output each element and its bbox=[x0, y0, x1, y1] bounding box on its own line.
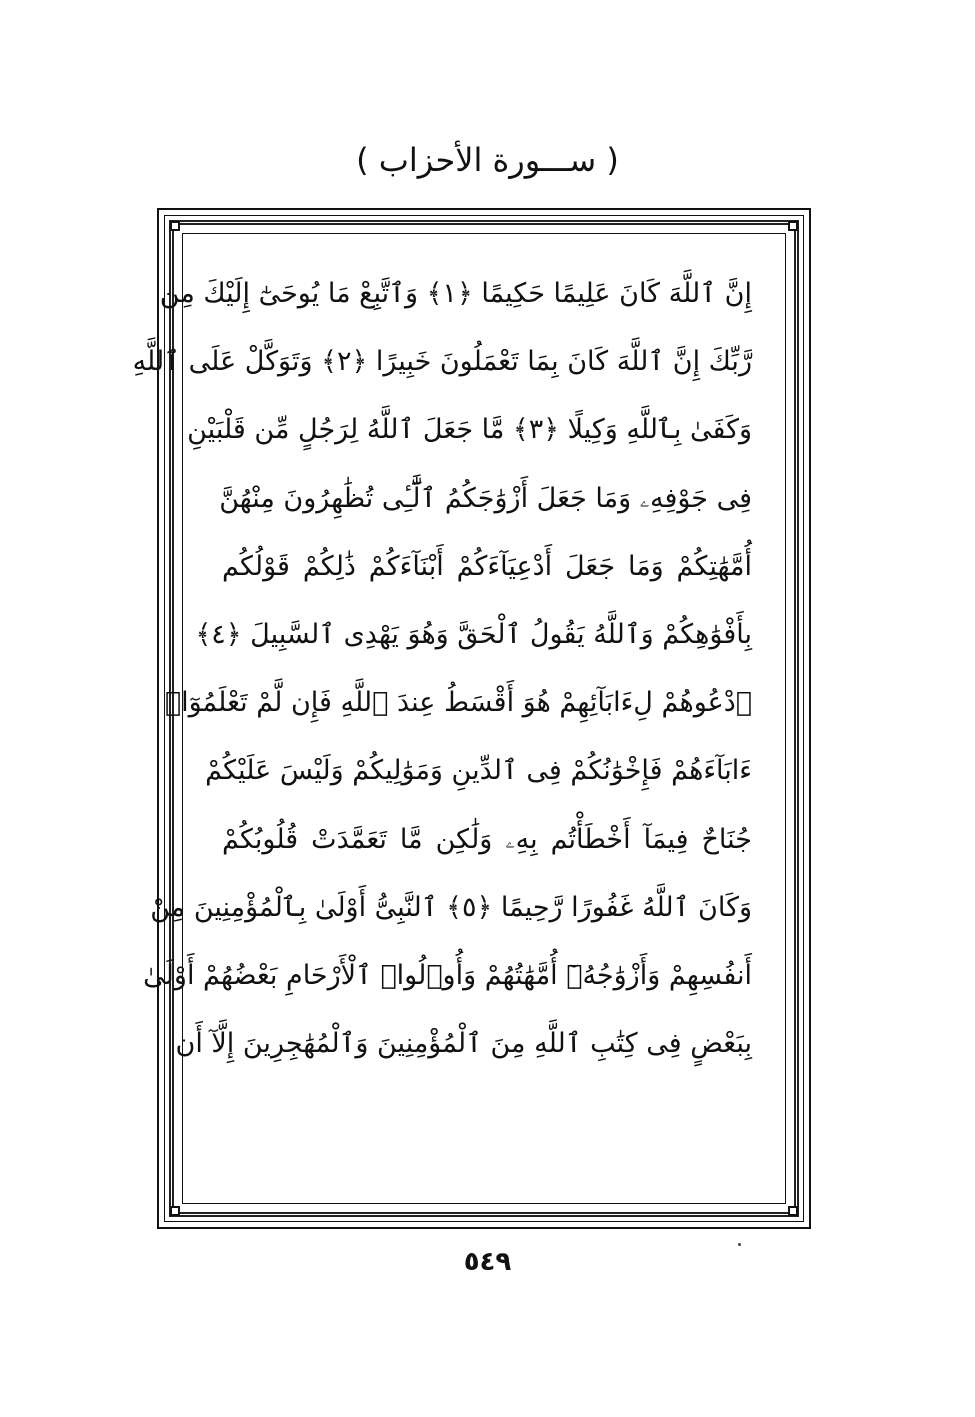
text-line-4: فِى جَوْفِهِۦ وَمَا جَعَلَ أَزْوَٰجَكُمُ ٱلَّٰٓـِٔى تُظَٰهِرُونَ مِنْهُنَّ bbox=[219, 482, 752, 514]
quran-text-body bbox=[132, 260, 752, 1078]
text-line-7: ٱدْعُوهُمْ لِءَابَآئِهِمْ هُوَ أَقْسَطُ عِندَ ٱللَّهِ فَإِن لَّمْ تَعْلَمُوٓا۟ bbox=[164, 687, 752, 719]
text-line-3: وَكَفَىٰ بِٱللَّهِ وَكِيلًا ﴿٣﴾ مَّا جَعَلَ ٱللَّهُ لِرَجُلٍ مِّن قَلْبَيْنِ bbox=[187, 414, 752, 446]
text-line-12: بِبَعْضٍ فِى كِتَٰبِ ٱللَّهِ مِنَ ٱلْمُؤْمِنِينَ وَٱلْمُهَٰجِرِينَ إِلَّآ أَن bbox=[175, 1028, 752, 1060]
text-line-2: رَّبِّكَ إِنَّ ٱللَّهَ كَانَ بِمَا تَعْمَلُونَ خَبِيرًا ﴿٢﴾ وَتَوَكَّلْ عَلَى ٱللَّهِ bbox=[132, 346, 752, 378]
text-line-10: وَكَانَ ٱللَّهُ غَفُورًا رَّحِيمًا ﴿٥﴾ ٱلنَّبِىُّ أَوْلَىٰ بِٱلْمُؤْمِنِينَ مِنْ bbox=[150, 891, 752, 923]
frame-corner-ornament bbox=[170, 221, 180, 231]
text-line-5: أُمَّهَٰتِكُمْ وَمَا جَعَلَ أَدْعِيَآءَكُمْ أَبْنَآءَكُمْ ذَٰلِكُمْ قَوْلُكُم bbox=[222, 550, 752, 582]
surah-title: ( ســـورة الأحزاب ) bbox=[356, 141, 619, 179]
text-line-11: أَنفُسِهِمْ وَأَزْوَٰجُهُۥٓ أُمَّهَٰتُهُمْ وَأُو۟لُوا۟ ٱلْأَرْحَامِ بَعْضُهُمْ أَوْلَىٰ bbox=[143, 959, 752, 991]
text-line-9: جُنَاحٌ فِيمَآ أَخْطَأْتُم بِهِۦ وَلَٰكِن مَّا تَعَمَّدَتْ قُلُوبُكُمْ bbox=[222, 823, 752, 855]
text-line-1: إِنَّ ٱللَّهَ كَانَ عَلِيمًا حَكِيمًا ﴿١﴾ وَٱتَّبِعْ مَا يُوحَىٰٓ إِلَيْكَ مِن bbox=[159, 278, 752, 309]
page-number: ٥٤٩ bbox=[463, 1247, 512, 1277]
frame-corner-ornament bbox=[788, 221, 798, 231]
frame-corner-ornament bbox=[170, 1206, 180, 1216]
frame-corner-ornament bbox=[788, 1206, 798, 1216]
text-line-8: ءَابَآءَهُمْ فَإِخْوَٰنُكُمْ فِى ٱلدِّينِ وَمَوَٰلِيكُمْ وَلَيْسَ عَلَيْكُمْ bbox=[205, 755, 752, 787]
text-line-6: بِأَفْوَٰهِكُمْ وَٱللَّهُ يَقُولُ ٱلْحَقَّ وَهُوَ يَهْدِى ٱلسَّبِيلَ ﴿٤﴾ bbox=[195, 618, 752, 650]
